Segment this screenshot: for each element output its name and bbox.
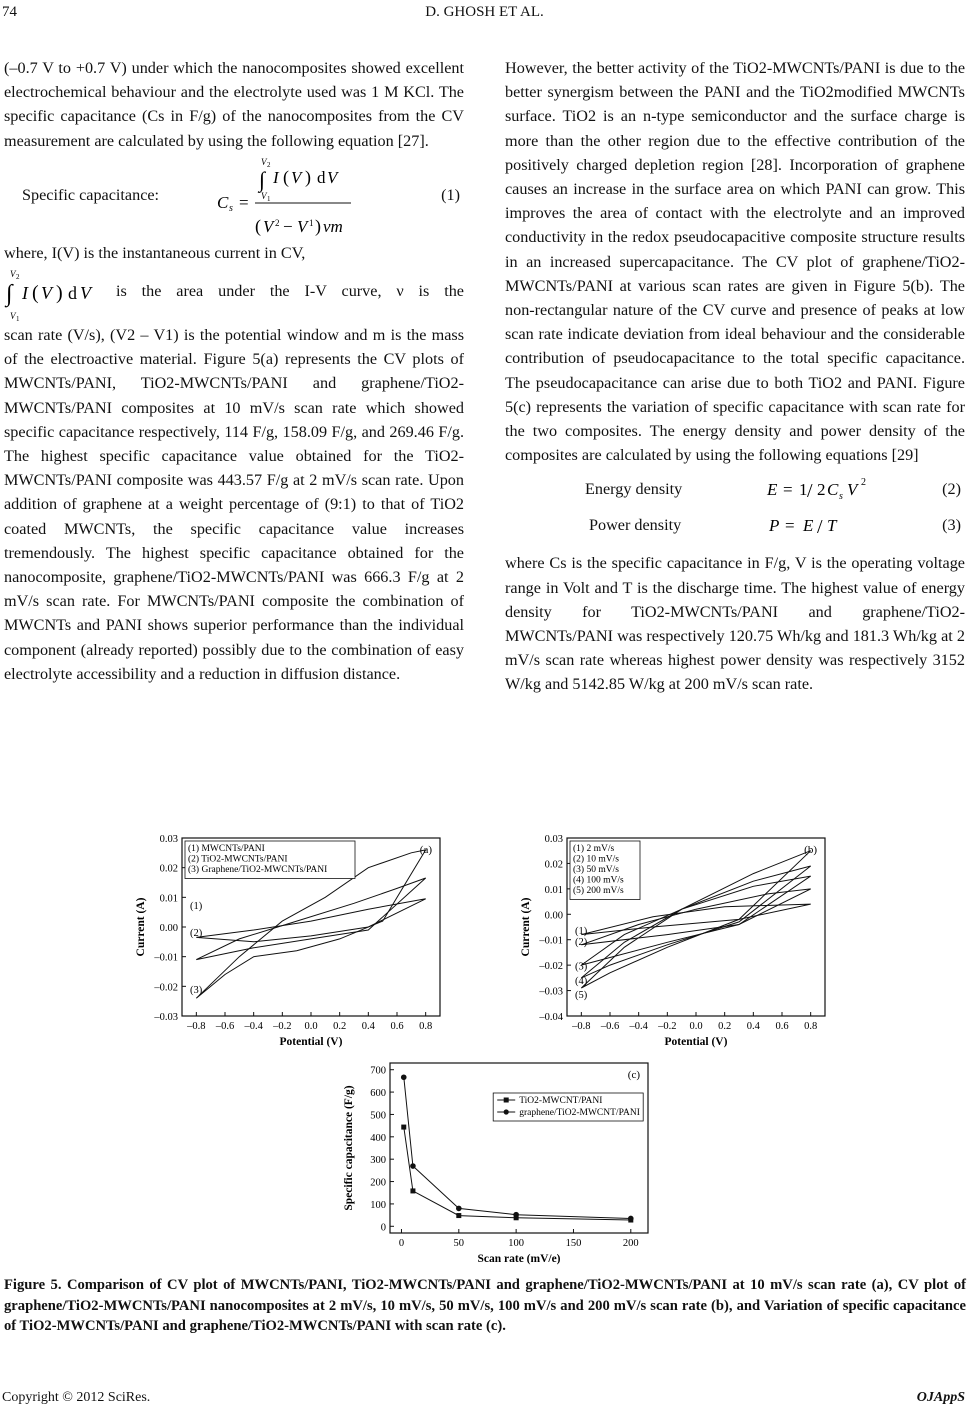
cv-loop-1 xyxy=(581,904,810,935)
data-point xyxy=(456,1213,461,1218)
equation-2-number: (2) xyxy=(942,480,961,499)
x-tick-label: 0.6 xyxy=(775,1021,789,1032)
svg-text:): ) xyxy=(305,166,311,187)
x-tick-label: –0.6 xyxy=(215,1021,235,1032)
equation-3-number: (3) xyxy=(942,516,961,535)
cv-loop-2 xyxy=(196,878,425,960)
y-tick-label: –0.02 xyxy=(539,961,563,973)
y-tick-label: 0.01 xyxy=(159,893,178,905)
x-tick-label: 50 xyxy=(453,1238,465,1249)
running-title: D. GHOSH ET AL. xyxy=(425,4,544,20)
curve-label: (2) xyxy=(190,927,203,939)
svg-text:V: V xyxy=(10,311,16,322)
curve-label: (5) xyxy=(575,990,588,1002)
legend-marker xyxy=(504,1109,509,1114)
figure-caption: Figure 5. Comparison of CV plot of MWCNTs/PANI, TiO2-MWCNTs/PANI and graphene/TiO2-MWCNTs/PANI at 10 mV/s scan rate (a), CV plot of graphene/TiO2-MWCNTs/PANI nanocomposites at 2 mV/s, 10 mV/s, 50 mV/s, 100 mV/s and 200 mV/s scan rate (b), and Variation of specific capacitance of TiO2-MWCNTs/PANI and graphene/TiO2-MWCNTs/PANI with scan rate (c). xyxy=(4,1277,966,1334)
y-tick-label: 300 xyxy=(370,1155,386,1167)
x-tick-label: 0.8 xyxy=(419,1021,433,1032)
right-paragraph-2: where Cs is the specific capacitance in F/g, V is the operating voltage range in Volt and T is the discharge time. The highest value of energy density for TiO2-MWCNTs/PANI and graphene/TiO2-MWCNTs/PANI was respectively 120.75 Wh/kg and 181.3 Wh/kg at 2 mV/s scan rate whereas highest power density was respectively 3152 W/kg and 5142.85 W/kg at 200 mV/s scan rate. xyxy=(505,554,965,694)
svg-text:1: 1 xyxy=(16,315,20,324)
legend-entry: TiO2-MWCNT/PANI xyxy=(519,1096,603,1106)
y-tick-label: 600 xyxy=(370,1088,386,1100)
x-tick-label: 0.8 xyxy=(804,1021,818,1032)
svg-text:V: V xyxy=(261,156,267,167)
y-tick-label: –0.03 xyxy=(539,986,563,998)
x-tick-label: 0.0 xyxy=(689,1021,703,1032)
x-tick-label: 200 xyxy=(622,1238,639,1249)
legend-entry: graphene/TiO2-MWCNT/PANI xyxy=(519,1108,640,1118)
equation-1 xyxy=(4,153,464,241)
y-tick-label: 0.00 xyxy=(159,923,178,934)
right-paragraph-1: However, the better activity of the TiO2-MWCNTs/PANI is due to the better synergism between the PANI and the TiO2modified MWCNTs surface. TiO2 is an n-type semiconductor and the surface charge is more than the other region due to the effective contribution of the positively charged depletion region [28]. Incorporation of graphene causes an increase in the surface area on which PANI can grow. This improves the area of contact with the electrolyte and an improved conductivity in the redox pseudocapacitive composite structure results in an increased supercapacitance. The CV plot of graphene/TiO2-MWCNTs/PANI at various scan rates are given in Figure 5(b). The non-rectangular nature of the CV curve and presence of peaks at low scan rate indicate deviation from ideal behaviour and the considerable contribution of pseudocapacitance to the total specific capacitance. The pseudocapacitance can arise due to both TiO2 and PANI. Figure 5(c) represents the variation of specific capacitance with scan rate for the two composites. The energy density and power density of the composites are calculated by using the following equations [29] xyxy=(505,59,965,465)
svg-text:V: V xyxy=(263,216,274,236)
x-tick-label: –0.2 xyxy=(273,1021,292,1032)
svg-text:V: V xyxy=(10,269,16,280)
curve-label: (3) xyxy=(575,961,588,973)
legend-entry: (1) MWCNTs/PANI xyxy=(188,844,265,854)
y-tick-label: 100 xyxy=(370,1199,386,1211)
curve-label: (2) xyxy=(575,936,588,948)
svg-text:∫: ∫ xyxy=(259,166,266,192)
legend-entry: (5) 200 mV/s xyxy=(573,886,624,896)
y-tick-label: 400 xyxy=(370,1132,386,1144)
svg-text:E: E xyxy=(767,480,778,500)
y-tick-label: 200 xyxy=(370,1177,386,1189)
x-axis-title: Potential (V) xyxy=(279,1036,343,1048)
y-tick-label: –0.01 xyxy=(539,935,563,947)
svg-text:2: 2 xyxy=(267,160,271,169)
y-tick-label: –0.04 xyxy=(539,1012,563,1023)
svg-text:C: C xyxy=(827,480,839,500)
equation-2 xyxy=(505,473,965,509)
equation-2-label: Energy density xyxy=(585,480,683,499)
svg-text:V: V xyxy=(261,190,267,201)
svg-text:1: 1 xyxy=(799,480,808,500)
x-tick-label: 0 xyxy=(398,1238,405,1249)
x-tick-label: 0.2 xyxy=(718,1021,732,1032)
x-tick-label: 0.2 xyxy=(333,1021,347,1032)
y-tick-label: 500 xyxy=(370,1110,386,1122)
left-paragraph-2: where, I(V) is the instantaneous current in CV, xyxy=(4,243,306,262)
svg-text:/: / xyxy=(807,480,813,503)
svg-text:1: 1 xyxy=(267,194,271,203)
svg-text:=: = xyxy=(239,192,249,212)
svg-text:νm: νm xyxy=(323,216,343,236)
svg-text:=: = xyxy=(785,516,795,536)
footer-copyright: Copyright © 2012 SciRes. xyxy=(2,1390,151,1405)
svg-text:V: V xyxy=(80,283,91,304)
left-column xyxy=(4,56,464,686)
svg-text:(: ( xyxy=(255,215,261,236)
equation-1-label: Specific capacitance: xyxy=(22,185,160,204)
left-paragraph-1: (–0.7 V to +0.7 V) under which the nanocomposites showed excellent electrochemical behaviour and the electrolyte used was 1 M KCl. The specific capacitance (Cs in F/g) of the nanocomposites from the CV measurement are calculated by using the following equation [27]. xyxy=(4,59,464,150)
x-tick-label: 0.4 xyxy=(746,1021,760,1032)
legend-entry: (3) 50 mV/s xyxy=(573,865,619,875)
y-tick-label: 0.01 xyxy=(544,884,563,896)
integral-inline xyxy=(4,265,464,323)
svg-text:2: 2 xyxy=(861,477,866,489)
y-tick-label: 0.03 xyxy=(544,835,563,845)
data-point xyxy=(401,1074,407,1080)
equation-3 xyxy=(505,509,965,547)
equation-3-formula xyxy=(765,509,865,541)
legend-entry: (3) Graphene/TiO2-MWCNTs/PANI xyxy=(188,865,328,875)
x-tick-label: –0.4 xyxy=(244,1021,263,1032)
panel-label: (b) xyxy=(804,844,817,856)
svg-text:): ) xyxy=(315,215,321,236)
svg-text:−: − xyxy=(283,216,293,236)
equation-1-formula xyxy=(209,153,359,241)
curve-label: (1) xyxy=(575,926,588,938)
x-tick-label: –0.8 xyxy=(187,1021,206,1032)
svg-text:d: d xyxy=(317,167,326,187)
legend-entry: (1) 2 mV/s xyxy=(573,844,615,854)
svg-text:1: 1 xyxy=(309,217,314,228)
svg-text:V: V xyxy=(297,216,308,236)
svg-text:E: E xyxy=(803,516,814,536)
right-column xyxy=(505,56,965,697)
series-line-1 xyxy=(404,1127,631,1220)
svg-text:(: ( xyxy=(283,166,289,187)
y-tick-label: 0.00 xyxy=(544,910,563,922)
legend-entry: (2) TiO2-MWCNTs/PANI xyxy=(188,854,288,865)
curve-label: (4) xyxy=(575,975,588,987)
y-tick-label: 0 xyxy=(380,1222,386,1234)
svg-text:T: T xyxy=(827,516,837,536)
left-paragraph-3: scan rate (V/s), (V2 – V1) is the potential window and m is the mass of the electroactive material. Figure 5(a) represents the CV plots of MWCNTs/PANI, TiO2-MWCNTs/PANI and graphene/TiO2-MWCNTs/PANI composites at 10 mV/s scan rate which showed specific capacitance respectively, 114 F/g, 158.09 F/g, and 269.46 F/g. The highest specific capacitance value obtained for the TiO2-MWCNTs/PANI composite was 443.57 F/g at 2 mV/s scan rate. Upon addition of graphene at a weight percentage of (9:1) to that of TiO2 coated MWCNTs, the specific capacitance value increases tremendously. The highest specific capacitance obtained for the nanocomposite, graphene/TiO2-MWCNTs/PANI was 666.3 F/g at 2 mV/s scan rate. For MWCNTs/PANI composite the combination of MWCNTs and PANI shows superior performance than the individual component (already reported) possibly due to the combination of easy electrolyte accessibility and a reduction in diffusion distance. xyxy=(4,326,464,683)
y-axis-title: Specific capacitance (F/g) xyxy=(343,1085,355,1211)
svg-text:V: V xyxy=(291,167,302,187)
panel-label: (a) xyxy=(419,844,432,856)
y-axis-title: Current (A) xyxy=(520,897,532,957)
svg-text:s: s xyxy=(229,202,233,214)
x-axis-title: Potential (V) xyxy=(664,1036,728,1048)
svg-text:V: V xyxy=(327,167,338,187)
figure-5c-chart xyxy=(330,1060,660,1265)
y-tick-label: –0.03 xyxy=(154,1012,178,1023)
svg-text:): ) xyxy=(56,282,63,305)
equation-3-label: Power density xyxy=(589,516,682,535)
svg-text:V: V xyxy=(847,480,858,500)
x-tick-label: –0.4 xyxy=(629,1021,648,1032)
y-tick-label: 0.02 xyxy=(544,859,563,871)
x-tick-label: 150 xyxy=(565,1238,582,1249)
svg-text:2: 2 xyxy=(817,480,826,500)
x-tick-label: 0.4 xyxy=(361,1021,375,1032)
svg-text:I: I xyxy=(22,283,28,304)
x-tick-label: 0.0 xyxy=(304,1021,318,1032)
svg-text:C: C xyxy=(217,192,229,212)
data-point xyxy=(410,1163,416,1169)
integral-description: is the area under the I-V curve, ν is the xyxy=(116,282,464,301)
figure-5b-chart xyxy=(495,835,840,1055)
x-tick-label: 0.6 xyxy=(390,1021,404,1032)
data-point xyxy=(410,1188,415,1193)
x-tick-label: 100 xyxy=(508,1238,525,1249)
y-tick-label: 700 xyxy=(370,1065,386,1077)
legend-entry: (2) 10 mV/s xyxy=(573,854,619,865)
page-number: 74 xyxy=(2,4,17,20)
svg-text:d: d xyxy=(68,283,77,304)
figure-5a-chart xyxy=(120,835,450,1055)
equation-2-formula xyxy=(765,473,885,505)
legend-marker xyxy=(504,1098,509,1103)
y-axis-title: Current (A) xyxy=(135,897,147,957)
curve-label: (1) xyxy=(190,901,203,913)
svg-text:s: s xyxy=(839,491,843,503)
x-tick-label: –0.8 xyxy=(572,1021,591,1032)
y-tick-label: 0.03 xyxy=(159,835,178,845)
plot-frame xyxy=(390,1063,648,1233)
svg-text:V: V xyxy=(41,283,52,304)
data-point xyxy=(401,1125,406,1130)
svg-text:/: / xyxy=(817,516,823,539)
data-point xyxy=(628,1216,634,1222)
svg-text:P: P xyxy=(769,516,780,536)
equation-1-number: (1) xyxy=(441,185,460,204)
x-tick-label: –0.6 xyxy=(600,1021,620,1032)
svg-text:I: I xyxy=(273,167,279,187)
svg-text:(: ( xyxy=(32,282,39,305)
page-header xyxy=(0,4,969,24)
data-point xyxy=(456,1206,462,1212)
x-axis-title: Scan rate (mV/e) xyxy=(477,1253,561,1265)
svg-text:=: = xyxy=(783,480,793,500)
y-tick-label: 0.02 xyxy=(159,863,178,875)
legend-entry: (4) 100 mV/s xyxy=(573,875,624,886)
curve-label: (3) xyxy=(190,984,203,996)
footer-journal: OJAppS xyxy=(916,1390,965,1405)
integral-formula xyxy=(4,265,104,323)
panel-label: (c) xyxy=(627,1069,640,1081)
y-tick-label: –0.01 xyxy=(154,952,178,964)
svg-text:2: 2 xyxy=(275,217,280,228)
svg-text:2: 2 xyxy=(16,273,20,282)
x-tick-label: –0.2 xyxy=(658,1021,677,1032)
svg-text:∫: ∫ xyxy=(6,281,13,308)
data-point xyxy=(513,1212,519,1218)
y-tick-label: –0.02 xyxy=(154,982,178,994)
